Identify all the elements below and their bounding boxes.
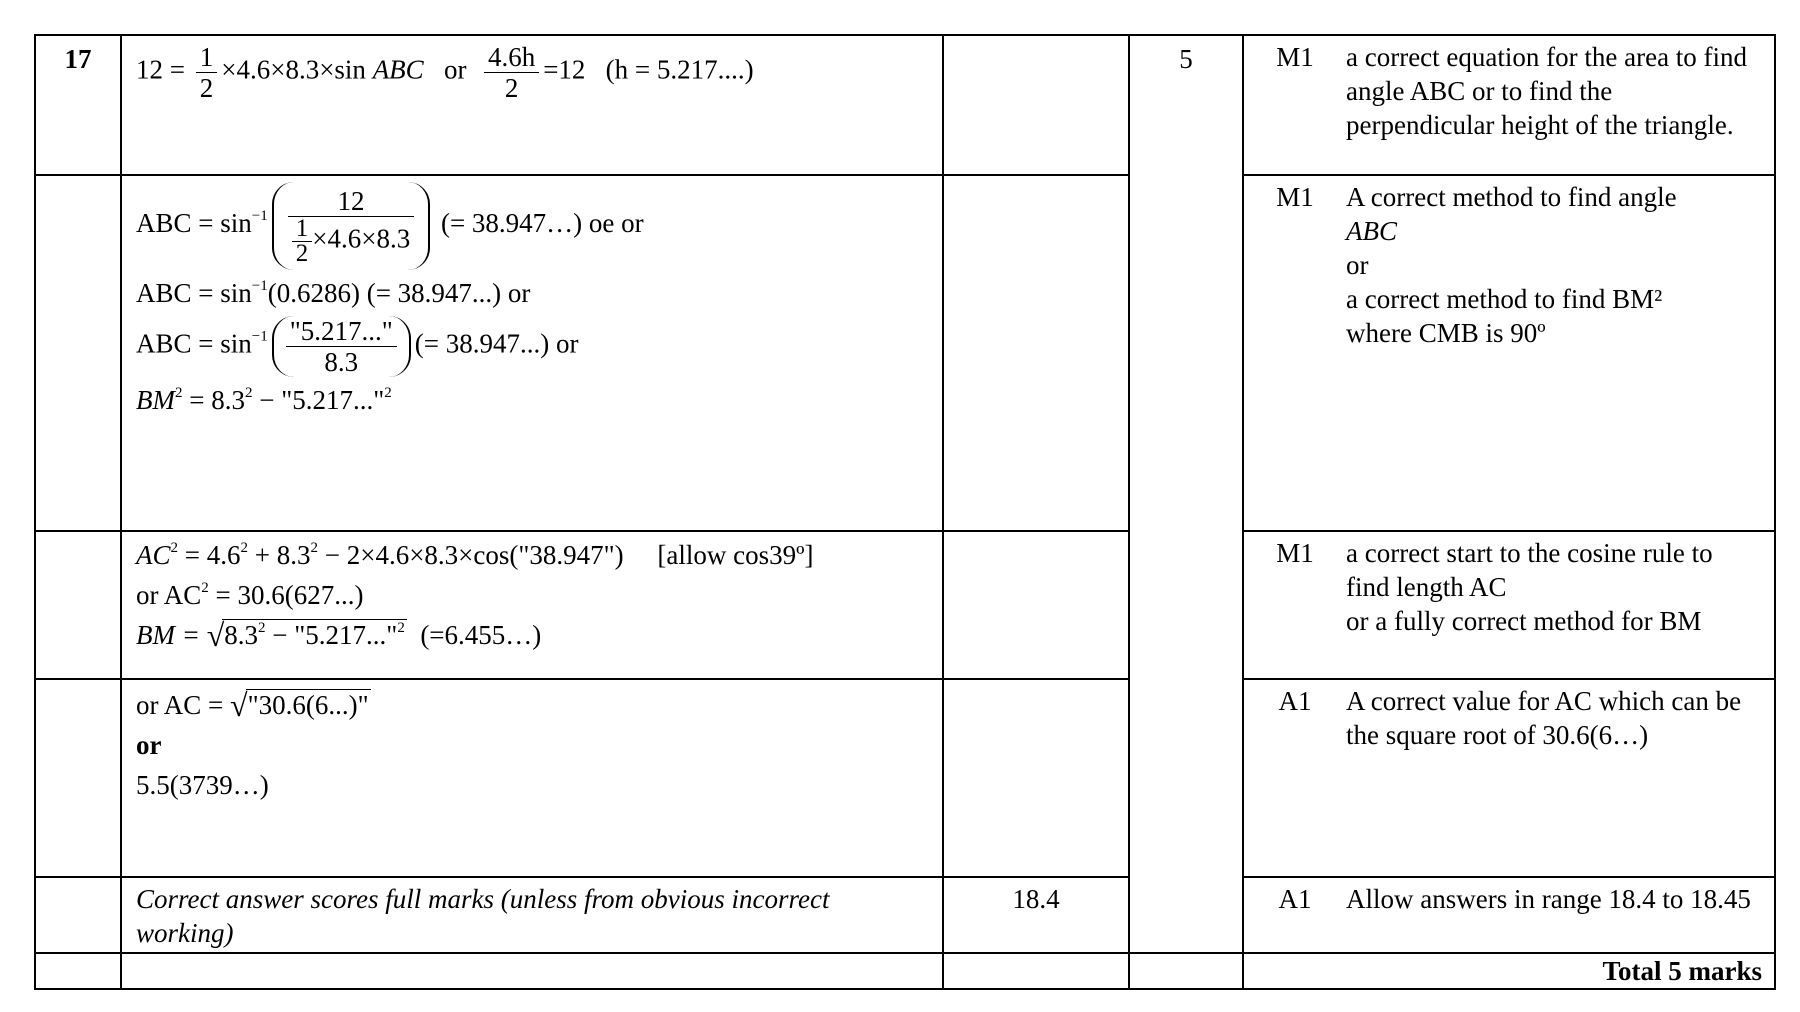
mark-note: or a fully correct method for BM <box>1346 606 1702 636</box>
notes-cell <box>1243 531 1775 679</box>
mark-scheme-sheet <box>34 34 1774 986</box>
sqrt-symbol: √ <box>206 617 225 653</box>
question-number: 17 <box>35 35 121 175</box>
working-line: ABC = $\sin^{-1}$ 12 $\frac{1}{2}$ ×4.6×8.3 (= 38.947…) oe or <box>136 182 930 270</box>
working-line: $AC^2 = 4.6^2 + 8.3^2$ − 2×4.6×8.3×cos("38.947") [allow cos39º] <box>136 540 814 570</box>
empty-cell <box>35 953 121 989</box>
empty-cell <box>35 877 121 953</box>
working-line: ABC = $\sin^{-1}(0.6286)$ (= 38.947...) or <box>136 278 531 308</box>
mark-code: M1 <box>1276 182 1314 212</box>
mark-note: A correct value for AC which can be the square root of 30.6(6…) <box>1346 686 1742 750</box>
answer-cell <box>943 175 1129 531</box>
answer-cell <box>943 531 1129 679</box>
working-cell <box>121 679 943 877</box>
mark-code: A1 <box>1278 686 1312 716</box>
table-row <box>35 877 1775 953</box>
working-line: Correct answer scores full marks (unless from obvious incorrect working) <box>136 884 830 948</box>
table-row <box>35 175 1775 531</box>
mark-code: M1 <box>1276 42 1314 72</box>
notes-cell <box>1243 877 1775 953</box>
working-line: $BM^2 = 8.3^2$ − "5.217..."$^2$ <box>136 385 392 415</box>
mark-note: or <box>1346 250 1369 280</box>
table-row <box>35 531 1775 679</box>
total-marks: Total 5 marks <box>1243 953 1775 989</box>
working-line: 5.5(3739…) <box>136 770 269 800</box>
empty-cell <box>35 679 121 877</box>
mark-note: A correct method to find angle <box>1346 182 1677 212</box>
table-row <box>35 35 1775 175</box>
table-row <box>35 679 1775 877</box>
working-line: BM = $√8.3^2$ − "5.217..."$^2$ (=6.455…) <box>136 617 542 653</box>
mark-code: M1 <box>1276 538 1314 568</box>
mark-note: ABC <box>1346 216 1397 246</box>
working-cell <box>121 175 943 531</box>
working-line: or $AC^2 = 30.6(627...)$ <box>136 580 364 610</box>
mark-note: where CMB is 90º <box>1346 318 1546 348</box>
working-cell <box>121 35 943 175</box>
empty-cell <box>121 953 943 989</box>
working-line: or AC = √"30.6(6...)" <box>136 687 369 723</box>
working-line: ABC = $\sin^{-1}$ $\frac{"5.217..."}{8.3}$ (= 38.947...) or <box>136 316 579 377</box>
notes-cell <box>1243 35 1775 175</box>
mark-code: A1 <box>1278 884 1312 914</box>
empty-cell <box>35 175 121 531</box>
empty-cell <box>943 953 1129 989</box>
mark-note: a correct equation for the area to find angle ABC or to find the perpendicular height of the triangle. <box>1346 42 1748 140</box>
marks-cell: 5 <box>1129 35 1243 953</box>
working-cell <box>121 877 943 953</box>
sqrt-symbol: √ <box>230 687 248 723</box>
mark-note: Allow answers in range 18.4 to 18.45 <box>1346 884 1751 914</box>
mark-note: a correct start to the cosine rule to find length AC <box>1346 538 1713 602</box>
empty-cell <box>35 531 121 679</box>
answer-cell <box>943 35 1129 175</box>
mark-scheme-table <box>34 34 1776 990</box>
notes-cell <box>1243 679 1775 877</box>
final-answer: 18.4 <box>943 877 1129 953</box>
mark-note: a correct method to find BM² <box>1346 284 1663 314</box>
working-line: or <box>136 730 162 760</box>
answer-cell <box>943 679 1129 877</box>
working-line: 12 = $\frac{1}{2}$ ×4.6×8.3×sin ABC or $\frac{4.6h}{2}$ =12 (h = 5.217....) <box>136 42 754 103</box>
notes-cell <box>1243 175 1775 531</box>
empty-cell <box>1129 953 1243 989</box>
total-row <box>35 953 1775 989</box>
working-cell <box>121 531 943 679</box>
